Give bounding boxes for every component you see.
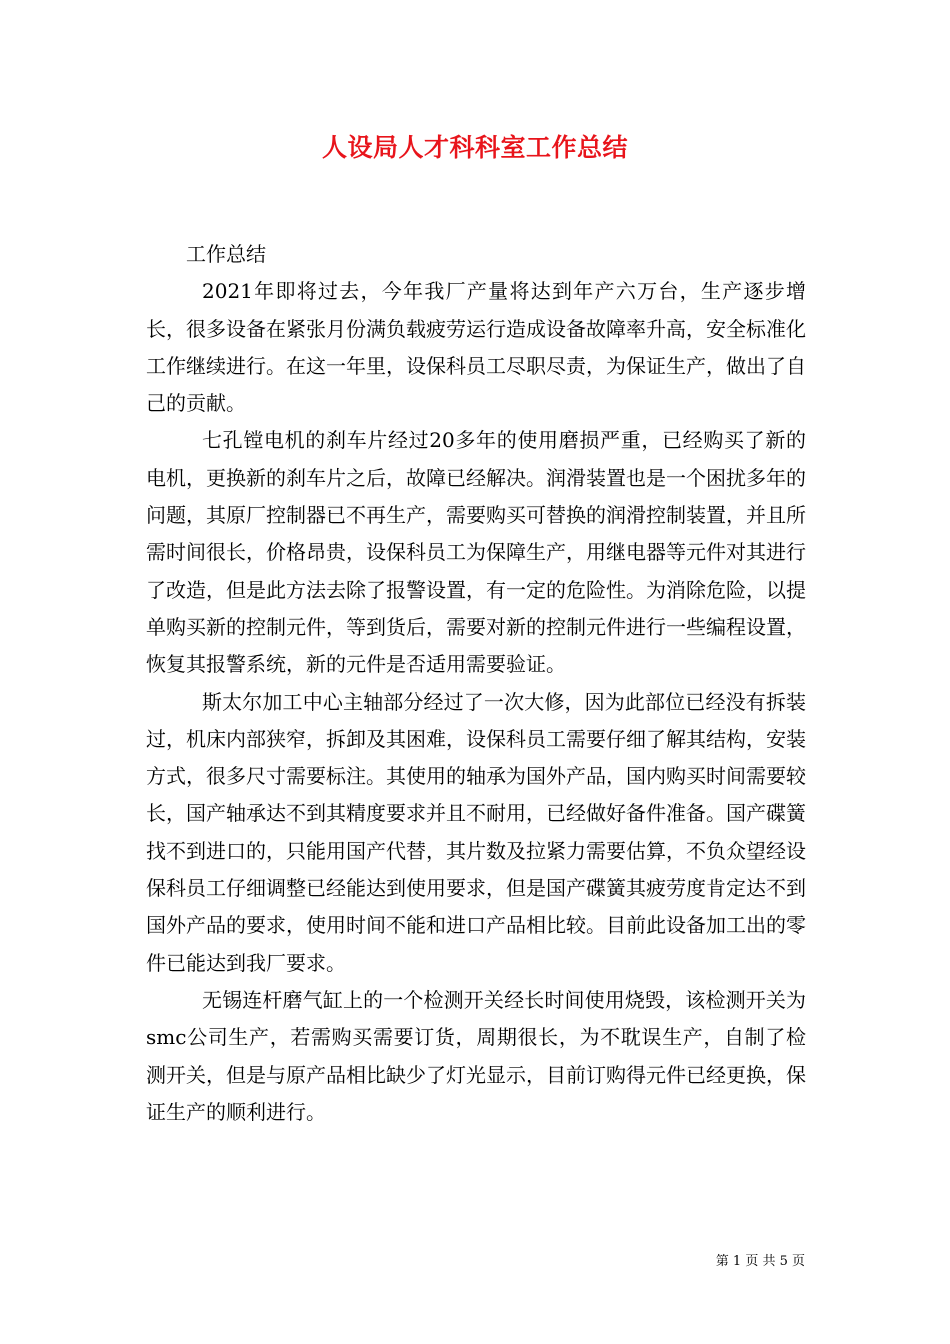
document-body	[146, 236, 806, 1131]
document-title: 人设局人才科科室工作总结	[321, 133, 628, 162]
paragraph-2: 七孔镗电机的刹车片经过20多年的使用磨损严重，已经购买了新的电机，更换新的刹车片之后，故障已经解决。润滑装置也是一个困扰多年的问题，其原厂控制器已不再生产，需要购买可替换的润滑控制装置，并且所需时间很长，价格昂贵，设保科员工为保障生产，用继电器等元件对其进行了改造，但是此方法去除了报警设置，有一定的危险性。为消除危险，以提单购买新的控制元件，等到货后，需要对新的控制元件进行一些编程设置，恢复其报警系统，新的元件是否适用需要验证。	[146, 428, 806, 677]
page-number-footer: 第 1 页 共 5 页	[715, 1254, 805, 1269]
paragraph-3: 斯太尔加工中心主轴部分经过了一次大修，因为此部位已经没有拆装过，机床内部狭窄，拆卸及其困难，设保科员工需要仔细了解其结构，安装方式，很多尺寸需要标注。其使用的轴承为国外产品，国内购买时间需要较长，国产轴承达不到其精度要求并且不耐用，已经做好备件准备。国产碟簧找不到进口的，只能用国产代替，其片数及拉紧力需要估算，不负众望经设保科员工仔细调整已经能达到使用要求，但是国产碟簧其疲劳度肯定达不到国外产品的要求，使用时间不能和进口产品相比较。目前此设备加工出的零件已能达到我厂要求。	[146, 689, 806, 975]
section-heading: 工作总结	[186, 242, 266, 266]
paragraph-4: 无锡连杆磨气缸上的一个检测开关经长时间使用烧毁，该检测开关为smc公司生产，若需购买需要订货，周期很长，为不耽误生产，自制了检测开关，但是与原产品相比缺少了灯光显示，目前订购得元件已经更换，保证生产的顺利进行。	[146, 987, 806, 1124]
paragraph-1: 2021年即将过去，今年我厂产量将达到年产六万台，生产逐步增长，很多设备在紧张月份满负载疲劳运行造成设备故障率升高，安全标准化工作继续进行。在这一年里，设保科员工尽职尽责，为保证生产，做出了自己的贡献。	[146, 279, 806, 416]
